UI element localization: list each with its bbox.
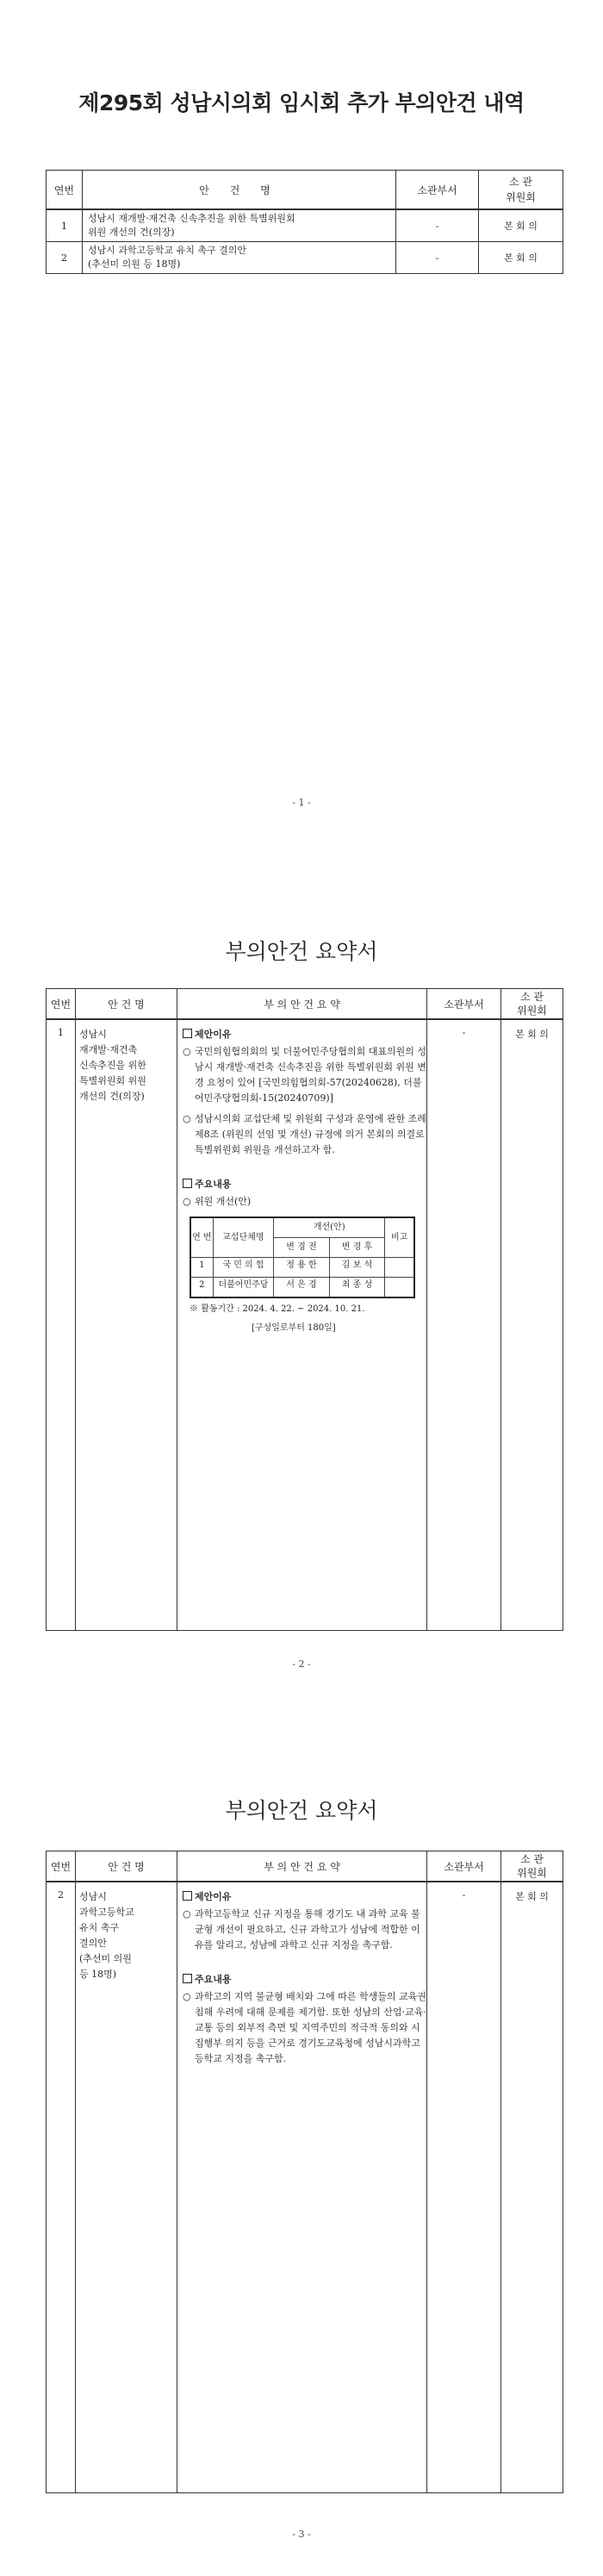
inner-after: 김 보 석 [329, 1258, 385, 1278]
bullet-text: 과학고등학교 신규 지정을 통해 경기도 내 과학 교육 불균형 개선이 필요하고, 신규 과학고가 성남에 적합한 이유를 알리고, 성남에 과학고 신규 지정을 촉구함. [195, 1908, 420, 1951]
section-main [183, 1177, 426, 1192]
table-row [190, 1278, 414, 1298]
circle-bullet-icon: ○ [183, 1991, 191, 2002]
agenda-line: 성남시 [79, 1029, 107, 1040]
agenda-line: 개선의 건(의장) [79, 1091, 145, 1102]
row-summary [177, 1019, 427, 1631]
section-main-title: 주요내용 [195, 1974, 232, 1985]
row-agenda [83, 242, 396, 274]
agenda-line: 결의안 [79, 1938, 107, 1949]
row-agenda [76, 1882, 177, 2493]
header-committee-line2: 위원회 [517, 1867, 547, 1879]
agenda-line: 과학고등학교 [79, 1907, 134, 1918]
row-no: 1 [47, 209, 83, 242]
inner-header-before: 변 경 전 [274, 1238, 329, 1258]
bullet-item [183, 1111, 426, 1158]
table-row [47, 1882, 563, 2493]
circle-bullet-icon: ○ [183, 1046, 191, 1057]
agenda-line: 등 18명) [79, 1969, 117, 1980]
agenda-line: 성남시 재개발·재건축 신속추진을 위한 특별위원회 [88, 213, 295, 224]
header-dept: 소관부서 [427, 989, 501, 1020]
inner-note [385, 1258, 414, 1278]
bullet-text: 위원 개선(안) [195, 1196, 252, 1207]
row-committee: 본 회 의 [501, 1882, 563, 2493]
bullet-text: 성남시의회 교섭단체 및 위원회 구성과 운영에 관한 조례 제8조 (위원의 선임 및 개선) 규정에 의거 본회의 의결로 특별위원회 위원을 개선하고자 함. [195, 1113, 426, 1155]
inner-before: 정 용 한 [274, 1258, 329, 1278]
row-dept: - [427, 1019, 501, 1631]
member-change-table [190, 1216, 415, 1298]
agenda-line: (추선미 의원 [79, 1953, 132, 1964]
header-dept: 소관부서 [427, 1851, 501, 1882]
inner-note [385, 1278, 414, 1298]
inner-group: 국 민 의 힘 [213, 1258, 274, 1278]
header-agenda: 안 건 명 [76, 1851, 177, 1882]
bullet-item [183, 1989, 426, 2067]
agenda-line: 위원 개선의 건(의장) [88, 227, 175, 238]
header-no: 연번 [47, 989, 76, 1020]
page-number: - 3 - [292, 2529, 311, 2540]
summary-table-2 [46, 1851, 563, 2493]
inner-before: 서 은 경 [274, 1278, 329, 1298]
circle-bullet-icon: ○ [183, 1908, 191, 1920]
header-committee [479, 171, 563, 210]
header-committee [501, 989, 563, 1020]
page3-title: 부의안건 요약서 [225, 1798, 378, 1823]
row-agenda [76, 1019, 177, 1631]
activity-period-note-2: [구성일로부터 180일] [252, 1323, 336, 1333]
header-committee-line2: 위원회 [517, 1005, 547, 1017]
section-reason-title: 제안이유 [195, 1029, 232, 1040]
table-row [47, 242, 563, 274]
agenda-line: 신속추진을 위한 [79, 1060, 146, 1071]
row-agenda [83, 209, 396, 242]
header-summary: 부 의 안 건 요 약 [177, 989, 427, 1020]
section-main-title: 주요내용 [195, 1179, 232, 1190]
circle-bullet-icon: ○ [183, 1113, 191, 1124]
header-committee-line1: 소 관 [520, 1853, 544, 1865]
bullet-item [183, 1044, 426, 1106]
bullet-text: 과학고의 지역 불균형 배치와 그에 따른 학생들의 교육권 침해 우려에 대해 문제를 제기함. 또한 성남의 산업·교육·교통 등의 외부적 측면 및 지역주민의 적극적 동의와 시 집행부 의지 등을 근거로 경기도교육청에 성남시과학고등학교 지정을 촉구함. [195, 1991, 426, 2064]
section-main [183, 1972, 426, 1988]
header-no: 연번 [47, 171, 83, 210]
header-summary: 부 의 안 건 요 약 [177, 1851, 427, 1882]
header-agenda: 안 건 명 [76, 989, 177, 1020]
row-dept: - [427, 1882, 501, 2493]
row-no: 1 [47, 1019, 76, 1631]
page2-title: 부의안건 요약서 [225, 939, 378, 964]
agenda-line: 유치 촉구 [79, 1922, 120, 1933]
inner-header-no: 연 번 [190, 1217, 213, 1258]
agenda-line: 재개발·재건축 [79, 1044, 138, 1055]
inner-no: 2 [190, 1278, 213, 1298]
checkbox-square-icon [183, 1891, 192, 1901]
circle-bullet-icon: ○ [183, 1196, 191, 1207]
inner-after: 최 종 성 [329, 1278, 385, 1298]
row-committee: 본 회 의 [479, 242, 563, 274]
table-row [47, 1019, 563, 1631]
inner-group: 더불어민주당 [213, 1278, 274, 1298]
header-dept: 소관부서 [396, 171, 479, 210]
section-reason [183, 1027, 426, 1042]
agenda-line: 특별위원회 위원 [79, 1075, 146, 1086]
inner-header-group: 교섭단체명 [213, 1217, 274, 1258]
row-committee: 본 회 의 [479, 209, 563, 242]
bullet-item [183, 1194, 426, 1210]
header-agenda: 안 건 명 [83, 171, 396, 210]
header-committee-line2: 위원회 [506, 191, 536, 203]
page-number: - 1 - [292, 797, 311, 808]
bullet-text: 국민의힘협의회의 및 더불어민주당협의회 대표의원의 성남시 재개발·재건축 신속추진을 위한 특별위원회 위원 변경 요청이 있어 [국민의힘협의회-57(20240628), 더불어민주당협의회-15(20240709)] [195, 1046, 427, 1104]
section-reason-title: 제안이유 [195, 1891, 232, 1902]
agenda-line: 성남시 과학고등학교 유치 촉구 결의안 [88, 245, 247, 256]
row-no: 2 [47, 1882, 76, 2493]
agenda-list-table [46, 170, 563, 274]
bullet-item [183, 1907, 426, 1953]
inner-header-note: 비고 [385, 1217, 414, 1258]
page-number: - 2 - [292, 1658, 311, 1670]
row-committee: 본 회 의 [501, 1019, 563, 1631]
row-no: 2 [47, 242, 83, 274]
agenda-line: (추선미 의원 등 18명) [88, 258, 181, 270]
checkbox-square-icon [183, 1974, 192, 1983]
header-committee-line1: 소 관 [509, 176, 532, 188]
section-reason [183, 1889, 426, 1905]
header-committee [501, 1851, 563, 1882]
header-committee-line1: 소 관 [520, 991, 544, 1003]
row-summary [177, 1882, 427, 2493]
activity-period-note: ※ 활동기간 : 2024. 4. 22. ~ 2024. 10. 21. [190, 1304, 365, 1314]
checkbox-square-icon [183, 1179, 192, 1188]
table-row [47, 209, 563, 242]
header-no: 연번 [47, 1851, 76, 1882]
summary-table-1 [46, 988, 563, 1631]
inner-header-after: 변 경 후 [329, 1238, 385, 1258]
checkbox-square-icon [183, 1029, 192, 1038]
inner-header-change: 개선(안) [274, 1217, 385, 1238]
page1-title: 제295회 성남시의회 임시회 추가 부의안건 내역 [78, 90, 525, 115]
row-dept: - [396, 242, 479, 274]
row-dept: - [396, 209, 479, 242]
table-row [190, 1258, 414, 1278]
inner-no: 1 [190, 1258, 213, 1278]
agenda-line: 성남시 [79, 1891, 107, 1902]
